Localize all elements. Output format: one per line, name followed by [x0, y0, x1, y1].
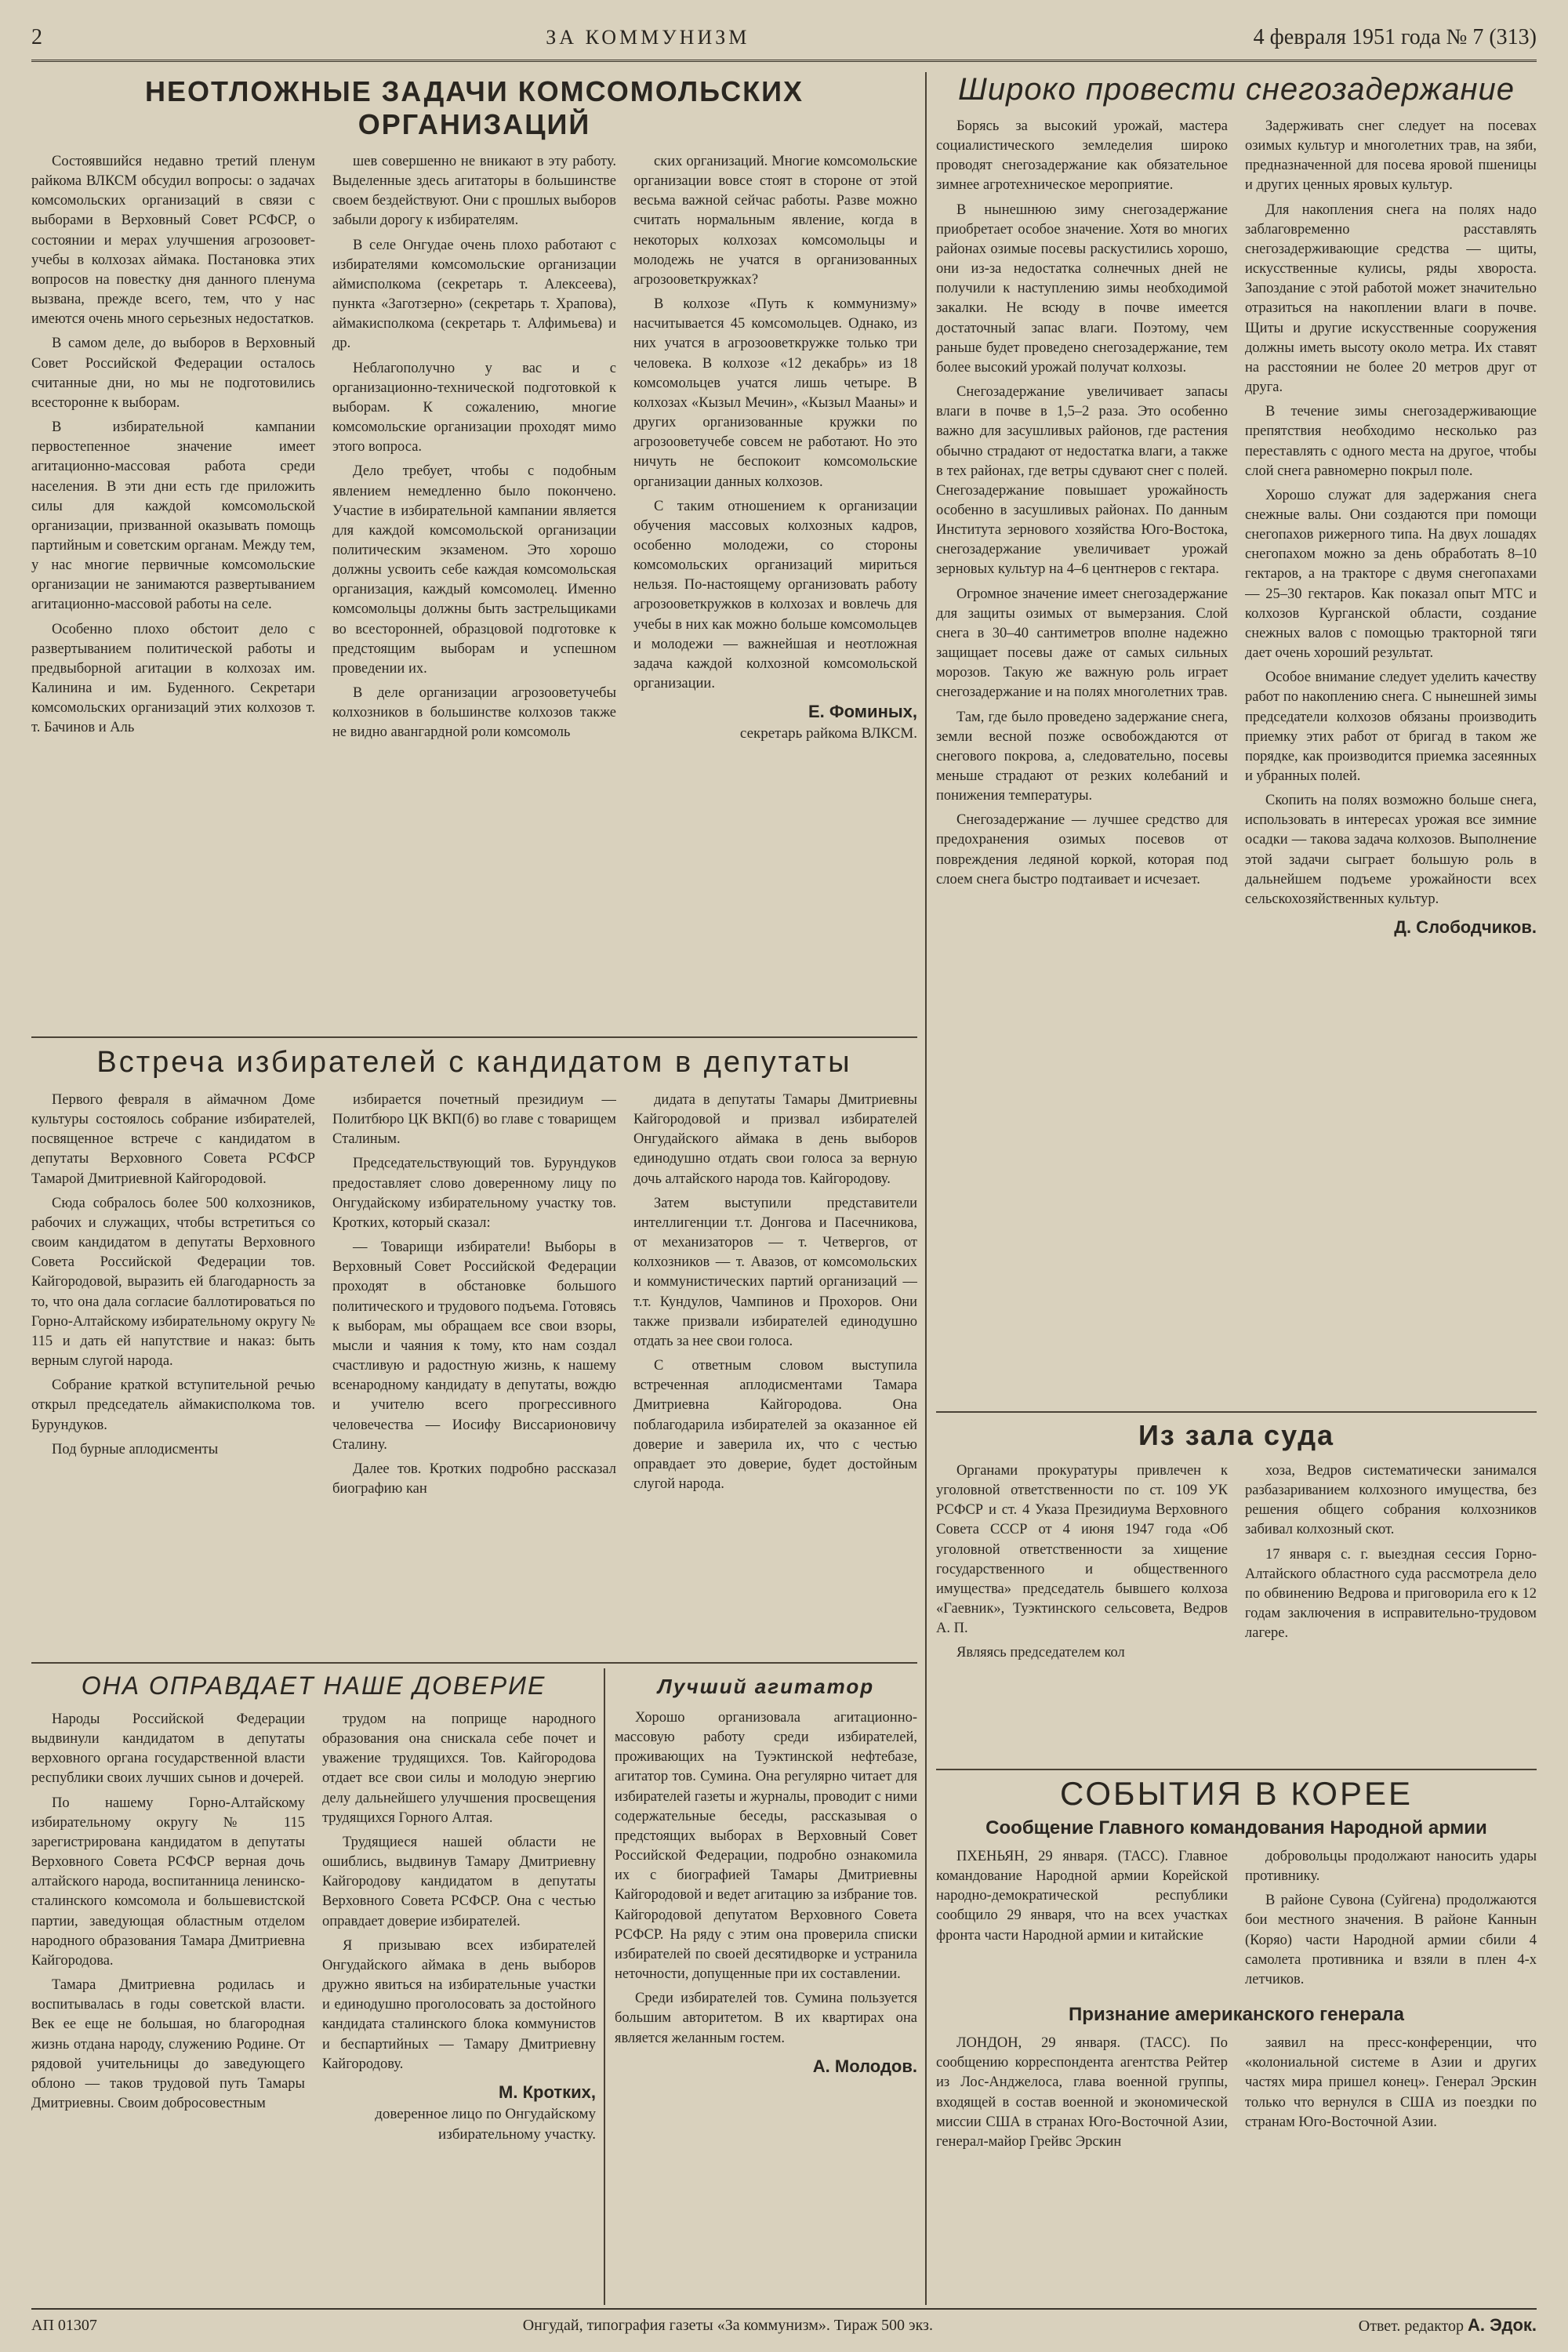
page-number: 2: [31, 25, 42, 49]
paragraph: шев совершенно не вникают в эту работу. Выделенные здесь агитаторы в большинстве своем бездействуют. Они с прошлых выборов забыли дорогу к избирателям.: [332, 154, 616, 229]
footer: [31, 2308, 1537, 2341]
article-column: [332, 1091, 616, 1504]
author-signature: Д. Слободчиков.: [1394, 917, 1537, 938]
paragraph: дидата в депутаты Тамары Дмитриевны Кайгородовой и призвал избирателей Онгудайского аймака в день выборов единодушно отдать свои голоса за верную дочь алтайского народа тов. Кайгородову.: [633, 1092, 917, 1187]
paragraph: Собрание краткой вступительной речью открыл председатель аймакисполкома тов. Бурундуков.: [31, 1377, 315, 1433]
article-column: [1245, 2034, 1537, 2157]
article-title: Широко провести снегозадержание: [958, 72, 1515, 107]
paragraph: Хорошо служат для задержания снега снежные валы. Они создаются при помощи снегопахов рижерного типа. На двух лошадях снегопахом можно за день обработать 8–10 гектаров, а на тракторе с двумя снегопахами — 25–30 гектаров. Как показал опыт МТС и колхозов Курганской области, создание снежных валов с помощью тракторной тяги дает очень хороший результат.: [1245, 487, 1537, 662]
paragraph: Я призываю всех избирателей Онгудайского аймака в день выборов дружно явиться на избирательные участки и единодушно проголосовать за достойного кандидата сталинского блока коммунистов и беспартийных — Тамару Дмитриевну Кайгородову.: [322, 1937, 596, 2072]
paragraph: Задерживать снег следует на посевах озимых культур и многолетних трав, на зяби, предназначенной для посева яровой пшеницы и других ценных яровых культур.: [1245, 118, 1537, 194]
court-article: [936, 1419, 1537, 1764]
divider: [31, 1662, 917, 1664]
article-title: СОБЫТИЯ В КОРЕЕ: [1059, 1775, 1414, 1812]
trust-article: [31, 1668, 596, 2305]
paragraph: В течение зимы снегозадерживающие препятствия необходимо несколько раз переставлять с одного места на другое, чтобы слой снега равномерно покрыл поле.: [1245, 404, 1537, 479]
paragraph: трудом на поприще народного образования она снискала себе почет и уважение трудящихся. Тов. Кайгородова отдает все свои силы и молодую энергию делу дальнейшего улучшения просвещения трудящихся Горного Алтая.: [322, 1711, 596, 1826]
article-column: [936, 1847, 1228, 1994]
paragraph: Первого февраля в аймачном Доме культуры состоялось собрание избирателей, посвященное встрече с кандидатом в депутаты Верховного Совета РСФСР Тамарой Дмитриевной Кайгородовой.: [31, 1092, 315, 1187]
komsomol-article: [31, 72, 917, 1036]
author-signature: М. Кротких,: [499, 2082, 596, 2102]
article-column: [31, 1091, 315, 1504]
paragraph: Далее тов. Кротких подробно рассказал биографию кан: [332, 1461, 616, 1497]
article-subtitle: Признание американского генерала: [1069, 2004, 1404, 2026]
paragraph: В селе Онгудае очень плохо работают с избирателями комсомольские организации аймисполкома (секретарь т. Алексеева), пункта «Заготзерно» (секретарь т. Храпова), аймакисполкома (секретарь т. Алфимьева) и др.: [332, 237, 616, 352]
editor-credit: [1359, 2315, 1537, 2336]
divider: [925, 72, 927, 2305]
article-title: Из зала суда: [1138, 1419, 1335, 1451]
paragraph: заявил на пресс-конференции, что «колониальной системе в Азии и других частях мира пришел конец». Генерал Эрскин только что вернулся в США из поездки по странам Юго-Восточной Азии.: [1245, 2035, 1537, 2130]
article-title: Встреча избирателей с кандидатом в депутаты: [96, 1046, 852, 1079]
paragraph: В нынешнюю зиму снегозадержание приобретает особое значение. Хотя во многих районах озимые посевы раскустились хорошо, они из-за недостатка солнечных дней не получили к наступлению зимы необходимой закалки. Не всюду в почве имеется достаточный запас влаги. Поэтому, чем раньше будет проведено снегозадержание, тем более высокий урожай получат колхозы.: [936, 201, 1228, 376]
paragraph: По нашему Горно-Алтайскому избирательному округу № 115 зарегистрирована кандидатом в депутаты Верховного Совета РСФСР верная дочь алтайского народа, воспитанница ленинско-сталинского комсомола и большевистской партии, заведующая областным отделом народного образования Тамара Дмитриевна Кайгородова.: [31, 1795, 305, 1969]
editor-label: Ответ. редактор: [1358, 2318, 1464, 2335]
article-column: [31, 1710, 305, 2144]
paragraph: Неблагополучно у вас и с организационно-технической подготовкой к выборам. К сожалению, многие комсомольские организации проходят мимо этого вопроса.: [332, 360, 616, 456]
article-column: [633, 1091, 917, 1504]
article-column: [322, 1710, 596, 2144]
divider: [936, 1769, 1537, 1770]
author-role: доверенное лицо по Онгудайскому избирательному участку.: [375, 2105, 596, 2143]
print-info: Онгудай, типография газеты «За коммунизм». Тираж 500 экз.: [522, 2316, 933, 2334]
article-column: [936, 117, 1228, 939]
paragraph: Под бурные аплодисменты: [52, 1441, 219, 1457]
paragraph: Затем выступили представители интеллигенции т.т. Донгова и Пасечникова, от механизаторов — т. Четвергов, от колхозников — т. Авазов, от комсомольских и коммунистических партий организаций — т.т. Кундулов, Чампинов и Прохоров. Они также призвали избирателей единодушно отдать за нее свои голоса.: [633, 1195, 917, 1349]
paragraph: В районе Сувона (Суйгена) продолжаются бои местного значения. В районе Каннын (Коряо) части Народной армии сбили 4 самолета противника и взяли в плен 4-х летчиков.: [1245, 1893, 1537, 1987]
snow-article: [936, 72, 1537, 1405]
article-title: НЕОТЛОЖНЫЕ ЗАДАЧИ КОМСОМОЛЬСКИХ ОРГАНИЗАЦИЙ: [145, 75, 804, 140]
paragraph: Особенно плохо обстоит дело с развертыванием политической работы и предвыборной агитации в колхозах им. Калинина и им. Буденного. Секретари комсомольских организаций этих колхозов т. т. Бачинов и Аль: [31, 621, 315, 736]
paragraph: С таким отношением к организации обучения массовых колхозных кадров, особенно молодежи, со стороны комсомольских организаций мириться нельзя. По-настоящему организовать работу агрозооветкружков в колхозах и вовлечь для учебы в них как можно больше комсомольцев и молодежи — важнейшая и неотложная задача каждой колхозной комсомольской организации.: [633, 498, 917, 692]
paragraph: Председательствующий тов. Бурундуков предоставляет слово доверенному лицу по Онгудайскому избирательному участку тов. Кротких, который сказал:: [332, 1156, 616, 1231]
paragraph: Хорошо организовала агитационно-массовую работу среди избирателей, проживающих на Туэктинской нефтебазе, агитатор тов. Сумина. Она регулярно читает для избирателей газеты и журналы, проводит с ними содержательные беседы, рассказывая о предстоящих выборах в Верховный Совет Российской Федерации, подробно ознакомила их с биографией Тамары Дмитриевны Кайгородовой и ведет агитацию за избрание тов. Кайгородовой депутатом Верховного Совета РСФСР. На ряду с этим она проверила списки избирателей по своей десятидворке и устранила неточности, допущенные при их составлении.: [615, 1710, 917, 1983]
paragraph: Состоявшийся недавно третий пленум райкома ВЛКСМ обсудил вопросы: о задачах комсомольских организаций в связи с выборами в Верховный Совет РСФСР, о состоянии и мерах улучшения агрозооветучебы в колхозах аймака. Постановка этих вопросов на повестку дня данного пленума вызвана, прежде всего, тем, что у нас имеются очень много серьезных недостатков.: [31, 154, 315, 328]
paragraph: Являясь председателем кол: [956, 1645, 1125, 1661]
masthead: [31, 16, 1537, 62]
paragraph: хоза, Ведров систематически занимался разбазариванием колхозного имущества, без решения общего собрания колхозников забивал колхозный скот.: [1245, 1463, 1537, 1538]
paragraph: — Товарищи избиратели! Выборы в Верховный Совет Российской Федерации проходят в обстановке большого политического и трудового подъема. Готовясь к выборам, мы обращаем все свои взоры, мысли и чаяния к тому, кто нам создал счастливую и радостную жизнь, к нашему всенародному кандидату в депутаты, вождю и учителю всего прогрессивного человечества — Иосифу Виссарионовичу Сталину.: [332, 1240, 616, 1453]
article-subtitle: Сообщение Главного командования Народной армии: [985, 1817, 1487, 1838]
paragraph: Сюда собралось более 500 колхозников, рабочих и служащих, чтобы встретиться со своим кандидатом в депутаты Верховного Совета Российской Федерации тов. Кайгородовой, выразить ей благодарность за то, что она дала согласие баллотироваться по Горно-Алтайскому избирательному округу № 115 и дать ей напутствие и наказ: быть верным слугой народа.: [31, 1195, 315, 1370]
paragraph: Для накопления снега на полях надо заблаговременно расставлять снегозадерживающие средства — щиты, искусственные кулисы, ряды хвороста. Запоздание с этой работой может значительно отразиться на накоплении влаги в почве. Щиты и другие искусственные сооружения должны иметь высоту около метра. Их ставят на расстоянии не более 20 метров друг от друга.: [1245, 201, 1537, 396]
author-role: секретарь райкома ВЛКСМ.: [739, 725, 917, 742]
paragraph: 17 января с. г. выездная сессия Горно-Алтайского областного суда рассмотрела дело по обвинению Ведрова и приговорила его к 12 годам заключения в исправительно-трудовом лагере.: [1245, 1546, 1537, 1642]
article-column: [615, 1708, 917, 2078]
article-title: ОНА ОПРАВДАЕТ НАШЕ ДОВЕРИЕ: [81, 1671, 546, 1700]
paragraph: Особое внимание следует уделить качеству работ по накоплению снега. С нынешней зимы председатели колхозов обязаны производить приемку этих работ от бригад в таком же порядке, как производится приемка засеянных и убранных полей.: [1245, 670, 1537, 784]
paragraph: ПХЕНЬЯН, 29 января. (ТАСС). Главное командование Народной армии Корейской народно-демократической республики сообщило 29 января, что на всех участках фронта части Народной армии и китайские: [936, 1849, 1228, 1944]
article-column: [936, 1461, 1228, 1668]
paragraph: Трудящиеся нашей области не ошиблись, выдвинув Тамару Дмитриевну Кайгородову кандидатом в депутаты Верховного Совета РСФСР. Она с честью оправдает доверие избирателей.: [322, 1834, 596, 1929]
article-column: [633, 152, 917, 748]
meeting-article: [31, 1043, 917, 1654]
paragraph: Среди избирателей тов. Сумина пользуется большим авторитетом. В их квартирах она является желанным гостем.: [615, 1991, 917, 2046]
paragraph: ЛОНДОН, 29 января. (ТАСС). По сообщению корреспондента агентства Рейтер из Лос-Анджелоса, глава военной группы, входящей в состав военной и экономической миссии США в странах Юго-Восточной Азии, генерал-майор Грейвс Эрскин: [936, 2035, 1228, 2150]
paragraph: ских организаций. Многие комсомольские организации вовсе стоят в стороне от этой весьма важной сейчас работы. Разве можно считать нормальным явление, когда в некоторых колхозах комсомольцы и молодежь не учатся в организованных агрозооветкружках?: [633, 154, 917, 288]
paragraph: Снегозадержание увеличивает запасы влаги в почве в 1,5–2 раза. Это особенно важно для засушливых районов, где растения обычно страдают от недостатка влаги, а также в тех районах, где ветры сдувают снег с полей. Снегозадержание повышает урожайность особенно в засушливых районах. По данным Института зернового хозяйства Юго-Востока, снегозадержание увеличивает урожай зерновых культур на 4–6 центнеров с гектара.: [936, 384, 1228, 578]
article-title: Лучший агитатор: [657, 1675, 875, 1698]
paragraph: избирается почетный президиум — Политбюро ЦК ВКП(б) во главе с товарищем Сталиным.: [332, 1092, 616, 1148]
author-signature: Е. Фоминых,: [808, 702, 917, 722]
article-column: [332, 152, 616, 748]
paragraph: Там, где было проведено задержание снега, земли весной позже освобождаются от снегового покрова, а, следовательно, посевы меньше страдают от резких колебаний и понижения температуры.: [936, 709, 1228, 804]
article-column: [31, 152, 315, 748]
paragraph: Снегозадержание — лучшее средство для предохранения озимых посевов от повреждения ледяной коркой, которая под слоем снега быстро подтаивает и исчезает.: [936, 812, 1228, 887]
article-column: [1245, 117, 1537, 939]
paragraph: Скопить на полях возможно больше снега, использовать в интересах урожая все зимние осадки — такова задача колхозов. Выполнение этой задачи сыграет большую роль в дальнейшем подъеме урожайности всех сельскохозяйственных культур.: [1245, 793, 1537, 907]
paragraph: добровольцы продолжают наносить удары противнику.: [1245, 1849, 1537, 1885]
article-column: [936, 2034, 1228, 2157]
editor-name: А. Эдок.: [1468, 2315, 1537, 2335]
divider: [936, 1411, 1537, 1413]
paragraph: В самом деле, до выборов в Верховный Совет Российской Федерации осталось считанные дни, но мы не подготовились всесторонне к выборам.: [31, 336, 315, 411]
article-column: [1245, 1461, 1537, 1668]
issue-date: 4 февраля 1951 года № 7 (313): [1253, 25, 1537, 49]
divider: [31, 1036, 917, 1038]
paragraph: Борясь за высокий урожай, мастера социалистического земледелия широко проводят снегозадержание как обязательное зимнее агротехническое мероприятие.: [936, 118, 1228, 194]
article-column: [1245, 1847, 1537, 1994]
paragraph: В избирательной кампании первостепенное значение имеет агитационно-массовая работа среди населения. В эти дни есть где приложить силы для каждой комсомольской организации, призванной оказывать помощь партийным и советским органам. Между тем, у нас многие первичные комсомольские организации не занимаются развертыванием агитационно-массовой работы на селе.: [31, 419, 315, 613]
agitator-article: [615, 1668, 917, 2305]
paragraph: Тамара Дмитриевна родилась и воспитывалась в годы советской власти. Век ее еще не большая, но благородная жизнь отдана народу, служению Родине. От рядовой учительницы до заведующего облоно — таков трудовой путь Тамары Дмитриевны. Своим добросовестным: [31, 1977, 305, 2111]
paragraph: Огромное значение имеет снегозадержание для защиты озимых от вымерзания. Слой снега в 30–40 сантиметров вполне надежно защищает посевы даже от самых сильных морозов. Такую же важную роль играет снегозадержание и на полях многолетних трав.: [936, 586, 1228, 701]
paragraph: В деле организации агрозооветучебы колхозников в большинстве колхозов также не видно авангардной роли комсомоль: [332, 685, 616, 741]
paragraph: Народы Российской Федерации выдвинули кандидатом в депутаты верховного органа государственной власти республики своих лучших сынов и дочерей.: [31, 1711, 305, 1787]
paragraph: С ответным словом выступила встреченная аплодисментами Тамара Дмитриевна Кайгородова. Она поблагодарила избирателей за оказанное ей доверие и заверила их, что с честью оправдает это доверие, будет достойным слугой народа.: [633, 1358, 917, 1492]
korea-article: [936, 1773, 1537, 2305]
paragraph: Органами прокуратуры привлечен к уголовной ответственности по ст. 109 УК РСФСР и ст. 4 Указа Президиума Верховного Совета СССР от 4 июня 1947 года «Об уголовной ответственности за хищение государственного и общественного имущества» председатель бывшего колхоза «Гаевник», Туэктинского сельсовета, Ведров А. П.: [936, 1463, 1228, 1637]
paragraph: В колхозе «Путь к коммунизму» насчитывается 45 комсомольцев. Однако, из них учатся в агрозооветкружке только три человека. В колхозе «12 декабрь» из 18 комсомольцев учатся лишь четыре. В колхозах «Кызыл Мечин», «Кызыл Мааны» и других организованные кружки по агрозооветучебе совсем не работают. Но это ничуть не беспокоит комсомольские организации данных колхозов.: [633, 296, 917, 490]
print-code: АП 01307: [31, 2316, 97, 2334]
author-signature: А. Молодов.: [812, 2056, 917, 2076]
paragraph: Дело требует, чтобы с подобным явлением немедленно было покончено. Участие в избирательной кампании является для каждой комсомольской организации политическим экзаменом. Это хорошо должны усвоить себе каждая комсомольская организация, каждый комсомолец. Именно комсомольцы должны быть застрельщиками во всесторонней, образцовой подготовке к предстоящим выборам и успешном проведении их.: [332, 463, 616, 677]
newspaper-title: ЗА КОММУНИЗМ: [546, 26, 750, 49]
divider: [604, 1668, 605, 2305]
